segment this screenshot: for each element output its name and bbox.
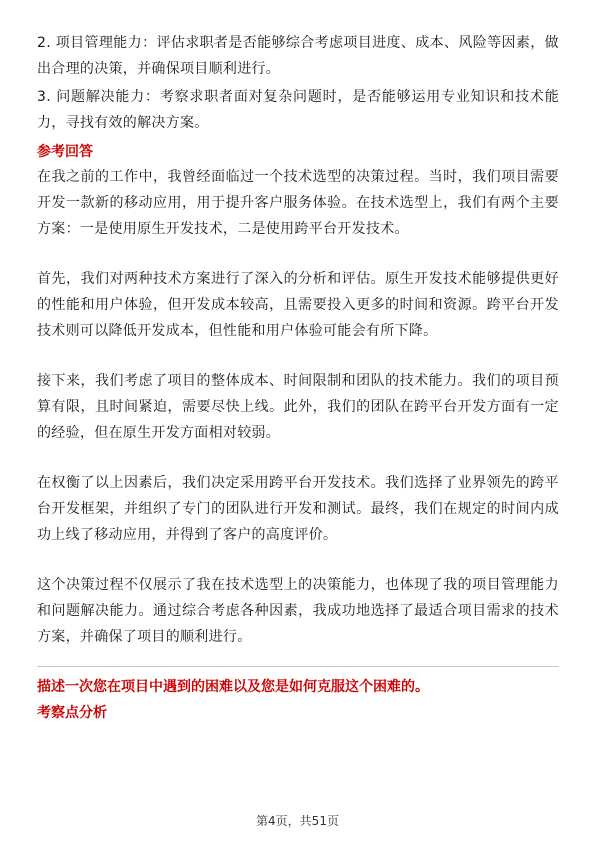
answer-paragraph-2: 首先，我们对两种技术方案进行了深入的分析和评估。原生开发技术能够提供更好的性能和用户体验，但开发成本较高，且需要投入更多的时间和资源。跨平台开发技术则可以降低开发成本，但性能和用户体验可能会有所下降。 xyxy=(37,271,559,339)
analysis-subheading: 考察点分析 xyxy=(37,705,107,721)
criterion-project-management: 2. 项目管理能力：评估求职者是否能够综合考虑项目进度、成本、风险等因素，做出合理的决策，并确保项目顺利进行。 xyxy=(37,35,559,77)
document-body xyxy=(37,30,559,725)
next-question-title: 描述一次您在项目中遇到的困难以及您是如何克服这个困难的。 xyxy=(37,679,429,695)
page-footer: 第4页，共51页 xyxy=(256,814,339,828)
answer-heading: 参考回答 xyxy=(37,144,93,160)
answer-paragraph-4: 在权衡了以上因素后，我们决定采用跨平台开发技术。我们选择了业界领先的跨平台开发框架，并组织了专门的团队进行开发和测试。最终，我们在规定的时间内成功上线了移动应用，并得到了客户的高度评价。 xyxy=(37,475,559,543)
section-divider xyxy=(37,666,559,667)
criterion-problem-solving: 3. 问题解决能力：考察求职者面对复杂问题时，是否能够运用专业知识和技术能力，寻找有效的解决方案。 xyxy=(37,89,559,131)
answer-paragraph-3: 接下来，我们考虑了项目的整体成本、时间限制和团队的技术能力。我们的项目预算有限，且时间紧迫，需要尽快上线。此外，我们的团队在跨平台开发方面有一定的经验，但在原生开发方面相对较弱。 xyxy=(37,373,559,441)
answer-paragraph-1: 在我之前的工作中，我曾经面临过一个技术选型的决策过程。当时，我们项目需要开发一款新的移动应用，用于提升客户服务体验。在技术选型上，我们有两个主要方案：一是使用原生开发技术，二是使用跨平台开发技术。 xyxy=(37,169,559,237)
answer-paragraph-5: 这个决策过程不仅展示了我在技术选型上的决策能力，也体现了我的项目管理能力和问题解决能力。通过综合考虑各种因素，我成功地选择了最适合项目需求的技术方案，并确保了项目的顺利进行。 xyxy=(37,577,559,645)
